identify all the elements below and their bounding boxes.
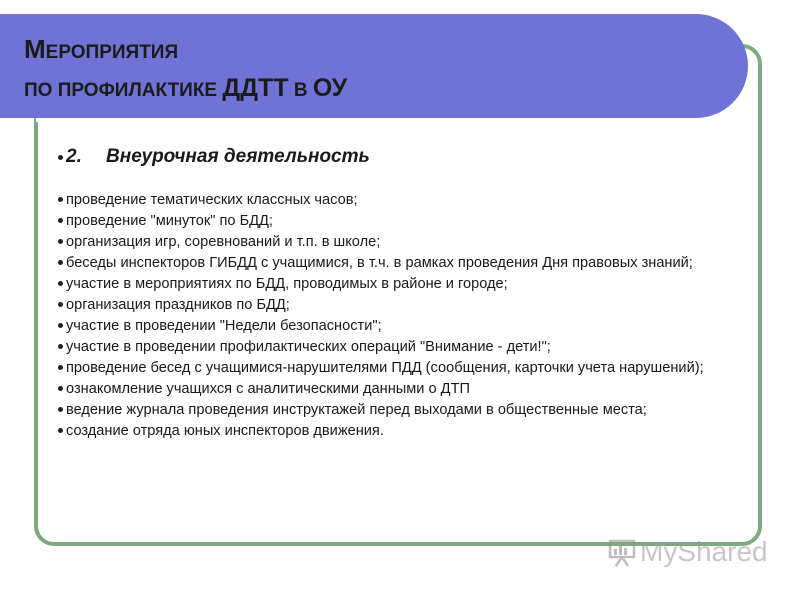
presentation-board-icon — [608, 537, 636, 567]
bullet-dot-icon — [58, 281, 63, 286]
list-item — [58, 211, 748, 232]
watermark — [608, 536, 768, 568]
title-line-2-b: ДДТТ — [222, 74, 289, 102]
title-band — [0, 14, 748, 118]
heading-number — [58, 146, 106, 168]
list-item-text: ведение журнала проведения инструктажей перед выходами в общественные места; — [66, 402, 647, 418]
list-item — [58, 274, 748, 295]
bullet-dot-icon — [58, 239, 63, 244]
title-line-1 — [24, 32, 347, 71]
list-item — [58, 379, 748, 400]
list-item-text: создание отряда юных инспекторов движения. — [66, 423, 384, 439]
bullet-dot-icon — [58, 428, 63, 433]
watermark-text: MyShared — [640, 536, 768, 567]
list-item — [58, 190, 748, 211]
list-item-text: проведение "минуток" по БДД; — [66, 213, 273, 229]
list-item-text: участие в проведении профилактических операций "Внимание - дети!"; — [66, 339, 551, 355]
bullet-dot-icon — [58, 218, 63, 223]
list-item-text: ознакомление учащихся с аналитическими данными о ДТП — [66, 381, 470, 397]
bullet-dot-icon — [58, 323, 63, 328]
list-item — [58, 253, 748, 274]
title-line-2-d: ОУ — [312, 74, 348, 102]
list-item — [58, 400, 748, 421]
list-item-text: беседы инспекторов ГИБДД с учащимися, в т.ч. в рамках проведения Дня правовых знаний; — [66, 255, 693, 271]
title-cap-letter: М — [24, 34, 46, 64]
list-item-text: проведение тематических классных часов; — [66, 192, 358, 208]
bullet-dot-icon — [58, 344, 63, 349]
bullet-dot-icon — [58, 365, 63, 370]
list-item — [58, 337, 748, 358]
title-line-1-rest: ЕРОПРИЯТИЯ — [45, 42, 179, 63]
list-item-text: организация праздников по БДД; — [66, 297, 290, 313]
bullet-dot-icon — [58, 386, 63, 391]
activity-list — [58, 190, 748, 442]
list-item-text: проведение бесед с учащимися-нарушителями ПДД (сообщения, карточки учета нарушений); — [66, 360, 704, 376]
title-line-2 — [24, 71, 347, 108]
list-item — [58, 295, 748, 316]
title-line-2-c: В — [288, 80, 313, 101]
list-item-text: организация игр, соревнований и т.п. в школе; — [66, 234, 381, 250]
bullet-dot-icon — [58, 260, 63, 265]
heading-number-text: 2. — [66, 146, 82, 167]
list-item — [58, 316, 748, 337]
list-item — [58, 421, 748, 442]
bullet-dot-icon — [58, 407, 63, 412]
slide-title — [24, 32, 347, 108]
title-line-2-a: ПО ПРОФИЛАКТИКЕ — [24, 80, 223, 101]
title-underline — [36, 118, 712, 122]
bullet-dot-icon — [58, 155, 63, 160]
list-item — [58, 232, 748, 253]
bullet-dot-icon — [58, 302, 63, 307]
heading-text: Внеурочная деятельность — [106, 146, 370, 167]
list-item-text: участие в мероприятиях по БДД, проводимых в районе и городе; — [66, 276, 508, 292]
bullet-dot-icon — [58, 197, 63, 202]
list-item-text: участие в проведении "Недели безопасности"; — [66, 318, 382, 334]
slide-content — [58, 146, 748, 442]
section-heading — [58, 146, 748, 168]
list-item — [58, 358, 748, 379]
